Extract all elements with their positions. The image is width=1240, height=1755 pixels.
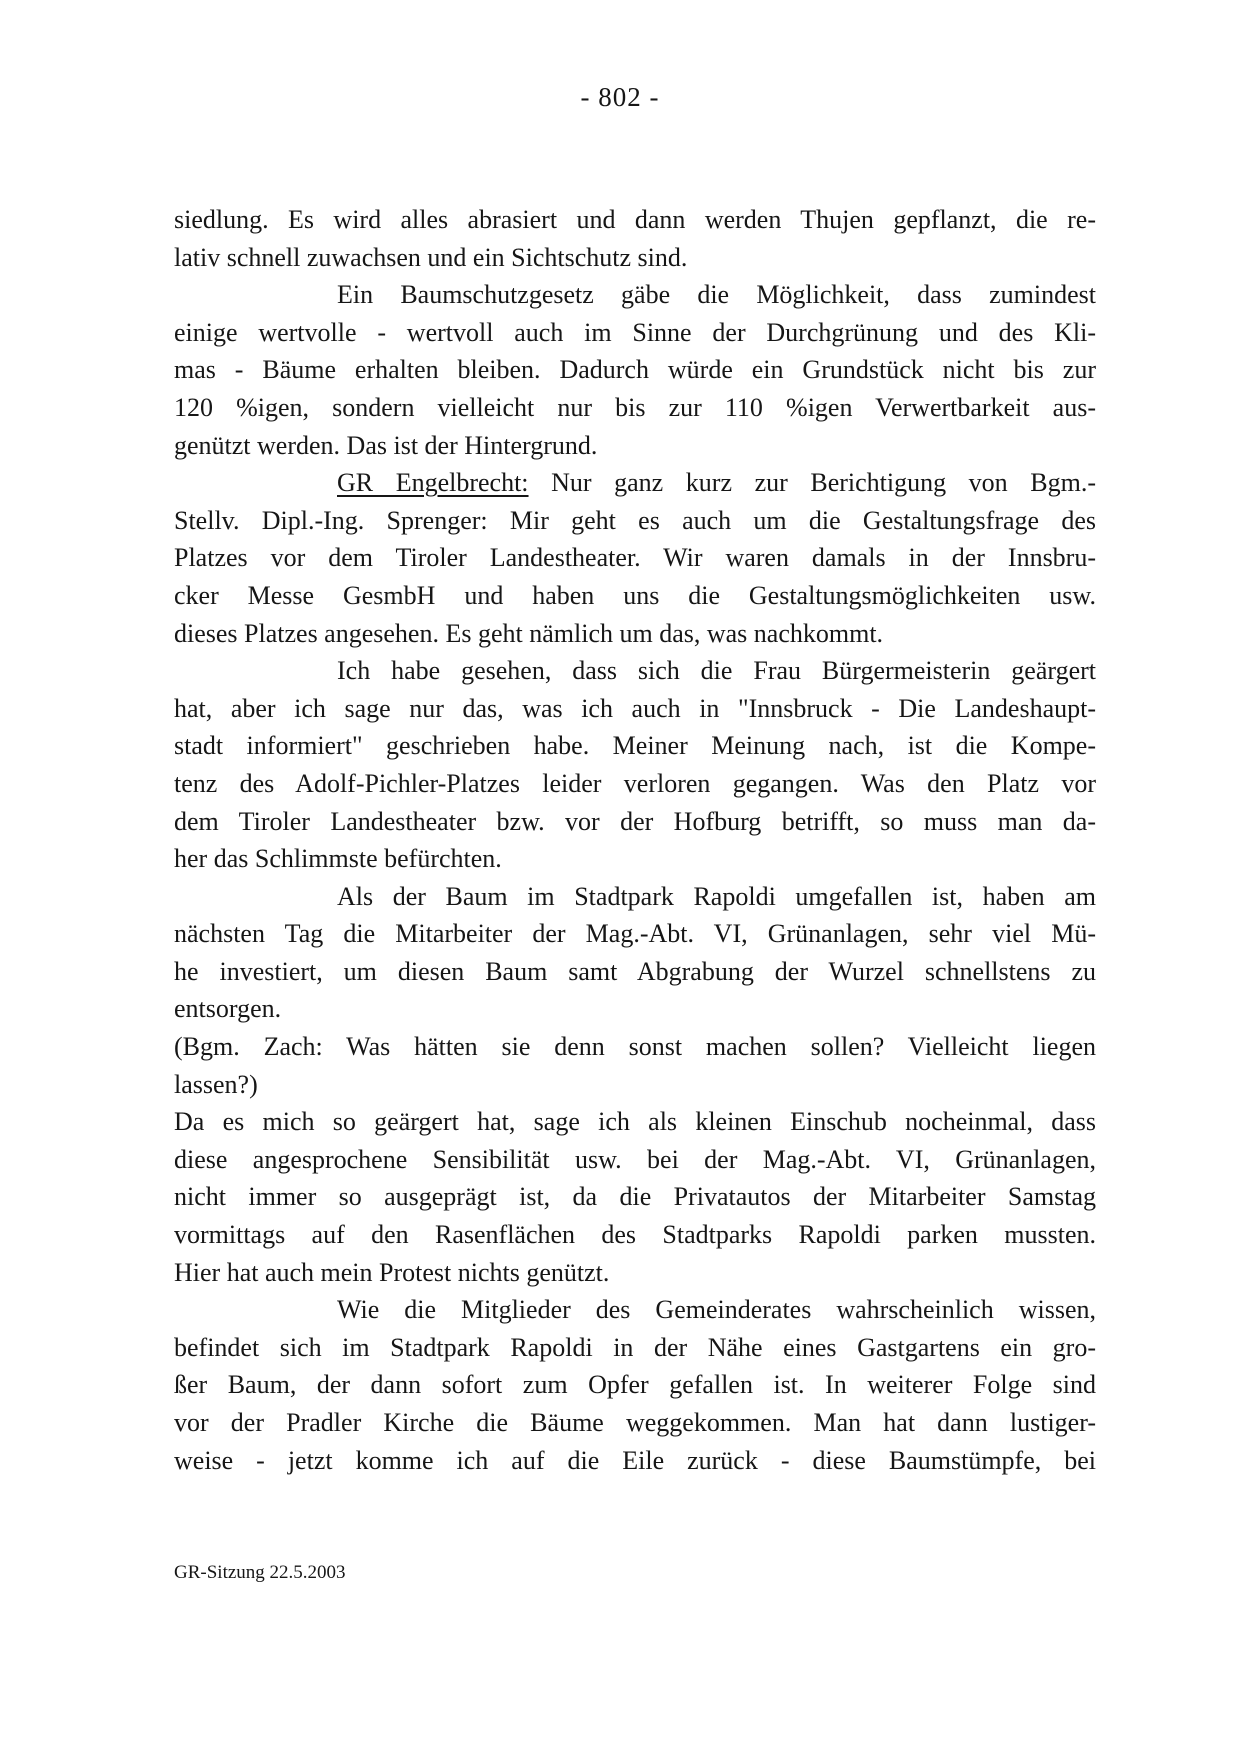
text-line: nicht immer so ausgeprägt ist, da die Privatautos der Mitarbeiter Samstag: [174, 1182, 1096, 1212]
text-line: einige wertvolle - wertvoll auch im Sinne der Durchgrünung und des Kli-: [174, 317, 1096, 347]
text-line: Ein Baumschutzgesetz gäbe die Möglichkeit, dass zumindest: [337, 280, 1096, 310]
text-line: dem Tiroler Landestheater bzw. vor der Hofburg betrifft, so muss man da-: [174, 806, 1096, 836]
text-line: Stellv. Dipl.-Ing. Sprenger: Mir geht es auch um die Gestaltungsfrage des: [174, 505, 1096, 535]
text-line: hat, aber ich sage nur das, was ich auch in "Innsbruck - Die Landeshaupt-: [174, 693, 1096, 723]
text-line: diese angesprochene Sensibilität usw. bei der Mag.-Abt. VI, Grünanlagen,: [174, 1144, 1096, 1174]
text-line: Wie die Mitglieder des Gemeinderates wahrscheinlich wissen,: [337, 1295, 1096, 1325]
text-line: cker Messe GesmbH und haben uns die Gestaltungsmöglichkeiten usw.: [174, 580, 1096, 610]
text-line: entsorgen.: [174, 994, 282, 1024]
text-line: tenz des Adolf-Pichler-Platzes leider verloren gegangen. Was den Platz vor: [174, 768, 1096, 798]
text-line: (Bgm. Zach: Was hätten sie denn sonst machen sollen? Vielleicht liegen: [174, 1032, 1096, 1062]
body-text: [174, 201, 1096, 1479]
text-line: Da es mich so geärgert hat, sage ich als kleinen Einschub nocheinmal, dass: [174, 1107, 1096, 1137]
text-line: Hier hat auch mein Protest nichts genützt.: [174, 1257, 610, 1287]
text-line: he investiert, um diesen Baum samt Abgrabung der Wurzel schnellstens zu: [174, 956, 1096, 986]
text-line: siedlung. Es wird alles abrasiert und dann werden Thujen gepflanzt, die re-: [174, 205, 1096, 234]
text-line: lativ schnell zuwachsen und ein Sichtschutz sind.: [174, 242, 688, 272]
text-line: lassen?): [174, 1069, 258, 1099]
text-line: her das Schlimmste befürchten.: [174, 844, 502, 874]
text-line: Als der Baum im Stadtpark Rapoldi umgefallen ist, haben am: [337, 881, 1096, 911]
speaker-name-underlined: GR Engelbrecht:: [337, 468, 529, 498]
text-line: vormittags auf den Rasenflächen des Stadtparks Rapoldi parken mussten.: [174, 1220, 1096, 1250]
text-line: Platzes vor dem Tiroler Landestheater. Wir waren damals in der Innsbru-: [174, 543, 1096, 573]
text-line: weise - jetzt komme ich auf die Eile zurück - diese Baumstümpfe, bei: [174, 1445, 1096, 1475]
text-line: GR Engelbrecht: Nur ganz kurz zur Berichtigung von Bgm.-: [337, 468, 1096, 498]
text-line: 120 %igen, sondern vielleicht nur bis zur 110 %igen Verwertbarkeit aus-: [174, 392, 1096, 422]
text-line: befindet sich im Stadtpark Rapoldi in der Nähe eines Gastgartens ein gro-: [174, 1332, 1096, 1362]
text-line: mas - Bäume erhalten bleiben. Dadurch würde ein Grundstück nicht bis zur: [174, 355, 1096, 385]
text-line: Ich habe gesehen, dass sich die Frau Bürgermeisterin geärgert: [337, 656, 1096, 686]
text-line: stadt informiert" geschrieben habe. Meiner Meinung nach, ist die Kompe-: [174, 731, 1096, 761]
footer-note: GR-Sitzung 22.5.2003: [174, 1562, 346, 1583]
text-line: dieses Platzes angesehen. Es geht nämlich um das, was nachkommt.: [174, 618, 884, 648]
text-line: genützt werden. Das ist der Hintergrund.: [174, 430, 598, 460]
page-number: - 802 -: [580, 82, 660, 112]
text-line: nächsten Tag die Mitarbeiter der Mag.-Abt. VI, Grünanlagen, sehr viel Mü-: [174, 919, 1096, 949]
text-line: vor der Pradler Kirche die Bäume weggekommen. Man hat dann lustiger-: [174, 1408, 1096, 1437]
text-line: ßer Baum, der dann sofort zum Opfer gefallen ist. In weiterer Folge sind: [174, 1370, 1096, 1400]
